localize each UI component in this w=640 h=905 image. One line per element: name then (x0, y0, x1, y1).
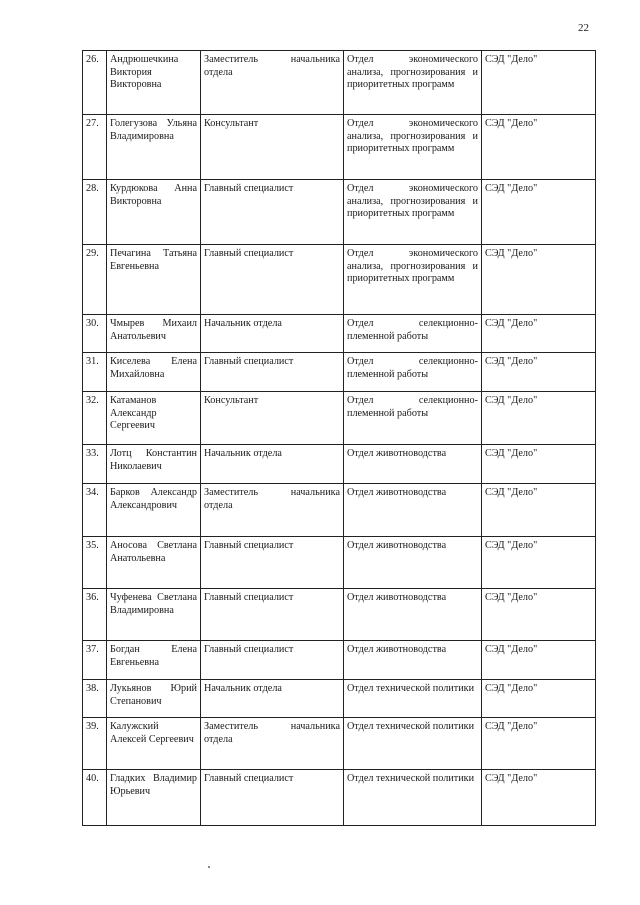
employee-name: Чмырев Михаил Анатольевич (107, 315, 201, 353)
employee-department: Отдел животноводства (344, 445, 482, 484)
row-number: 38. (83, 680, 107, 718)
staff-access-table (82, 50, 596, 826)
scan-speck (208, 866, 210, 868)
employee-name: Калужский Алексей Сергеевич (107, 718, 201, 770)
employee-department: Отдел экономического анализа, прогнозирования и приоритетных программ (344, 245, 482, 315)
employee-name: Лотц Константин Николаевич (107, 445, 201, 484)
employee-name: Катаманов Александр Сергеевич (107, 392, 201, 445)
row-number: 32. (83, 392, 107, 445)
row-number: 39. (83, 718, 107, 770)
page-number: 22 (578, 22, 589, 34)
access-system: СЭД "Дело" (482, 680, 596, 718)
row-number: 30. (83, 315, 107, 353)
employee-position: Консультант (201, 115, 344, 180)
access-system: СЭД "Дело" (482, 180, 596, 245)
employee-name: Голегузова Ульяна Владимировна (107, 115, 201, 180)
employee-department: Отдел экономического анализа, прогнозирования и приоритетных программ (344, 115, 482, 180)
table-row (83, 353, 596, 392)
access-system: СЭД "Дело" (482, 115, 596, 180)
table-row (83, 537, 596, 589)
employee-department: Отдел животноводства (344, 641, 482, 680)
employee-position: Заместитель начальника отдела (201, 484, 344, 537)
employee-position: Главный специалист (201, 180, 344, 245)
employee-position: Главный специалист (201, 245, 344, 315)
row-number: 40. (83, 770, 107, 826)
employee-position: Заместитель начальника отдела (201, 51, 344, 115)
row-number: 37. (83, 641, 107, 680)
employee-department: Отдел селекционно-племенной работы (344, 315, 482, 353)
employee-department: Отдел экономического анализа, прогнозирования и приоритетных программ (344, 180, 482, 245)
row-number: 33. (83, 445, 107, 484)
table-row (83, 315, 596, 353)
access-system: СЭД "Дело" (482, 641, 596, 680)
table-row (83, 245, 596, 315)
employee-department: Отдел технической политики (344, 718, 482, 770)
access-system: СЭД "Дело" (482, 589, 596, 641)
employee-position: Начальник отдела (201, 445, 344, 484)
table-row (83, 180, 596, 245)
employee-position: Консультант (201, 392, 344, 445)
employee-position: Главный специалист (201, 770, 344, 826)
row-number: 28. (83, 180, 107, 245)
employee-department: Отдел селекционно-племенной работы (344, 392, 482, 445)
table-row (83, 51, 596, 115)
access-system: СЭД "Дело" (482, 484, 596, 537)
employee-department: Отдел экономического анализа, прогнозирования и приоритетных программ (344, 51, 482, 115)
employee-name: Чуфенева Светлана Владимировна (107, 589, 201, 641)
row-number: 27. (83, 115, 107, 180)
table-row (83, 484, 596, 537)
access-system: СЭД "Дело" (482, 718, 596, 770)
table-body (83, 51, 596, 826)
employee-position: Начальник отдела (201, 315, 344, 353)
access-system: СЭД "Дело" (482, 445, 596, 484)
access-system: СЭД "Дело" (482, 770, 596, 826)
employee-name: Курдюкова Анна Викторовна (107, 180, 201, 245)
employee-position: Заместитель начальника отдела (201, 718, 344, 770)
table-row (83, 115, 596, 180)
table-row (83, 392, 596, 445)
row-number: 31. (83, 353, 107, 392)
table-row (83, 445, 596, 484)
employee-name: Аносова Светлана Анатольевна (107, 537, 201, 589)
access-system: СЭД "Дело" (482, 353, 596, 392)
row-number: 35. (83, 537, 107, 589)
employee-position: Начальник отдела (201, 680, 344, 718)
employee-name: Барков Александр Александрович (107, 484, 201, 537)
employee-department: Отдел технической политики (344, 770, 482, 826)
employee-department: Отдел животноводства (344, 589, 482, 641)
employee-name: Киселева Елена Михайловна (107, 353, 201, 392)
employee-position: Главный специалист (201, 641, 344, 680)
employee-name: Богдан Елена Евгеньевна (107, 641, 201, 680)
employee-department: Отдел животноводства (344, 484, 482, 537)
employee-name: Гладких Владимир Юрьевич (107, 770, 201, 826)
table-row (83, 770, 596, 826)
access-system: СЭД "Дело" (482, 51, 596, 115)
access-system: СЭД "Дело" (482, 392, 596, 445)
employee-name: Лукьянов Юрий Степанович (107, 680, 201, 718)
employee-position: Главный специалист (201, 353, 344, 392)
employee-position: Главный специалист (201, 589, 344, 641)
row-number: 36. (83, 589, 107, 641)
access-system: СЭД "Дело" (482, 245, 596, 315)
row-number: 26. (83, 51, 107, 115)
employee-department: Отдел технической политики (344, 680, 482, 718)
access-system: СЭД "Дело" (482, 537, 596, 589)
employee-name: Андрюшечкина Виктория Викторовна (107, 51, 201, 115)
employee-name: Печагина Татьяна Евгеньевна (107, 245, 201, 315)
row-number: 34. (83, 484, 107, 537)
access-system: СЭД "Дело" (482, 315, 596, 353)
row-number: 29. (83, 245, 107, 315)
table-row (83, 718, 596, 770)
table-row (83, 680, 596, 718)
table-row (83, 589, 596, 641)
table-row (83, 641, 596, 680)
employee-department: Отдел селекционно-племенной работы (344, 353, 482, 392)
employee-department: Отдел животноводства (344, 537, 482, 589)
employee-position: Главный специалист (201, 537, 344, 589)
